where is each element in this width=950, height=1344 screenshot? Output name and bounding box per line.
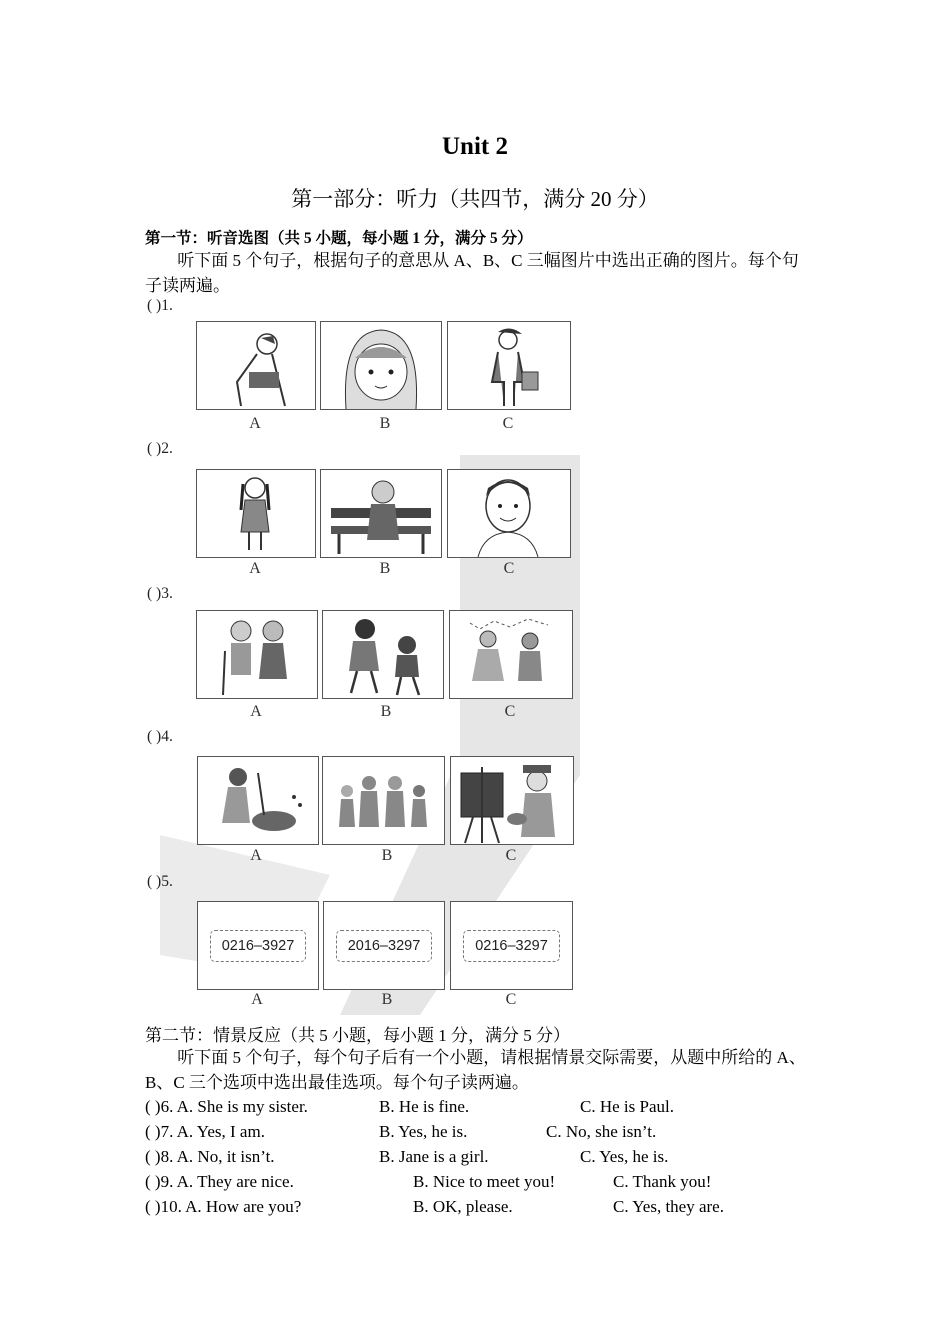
q9-option-a: ( )9. A. They are nice.	[145, 1172, 294, 1191]
q3-option-c-image[interactable]	[449, 610, 573, 699]
question-4-label: ( )4.	[147, 728, 173, 745]
question-2-label: ( )2.	[147, 440, 173, 457]
q4-letter-c: C	[505, 847, 517, 864]
section1-instructions: 听下面 5 个句子，根据句子的意思从 A、B、C 三幅图片中选出正确的图片。每个句子读两遍。	[145, 251, 799, 295]
q3-option-b-image[interactable]	[322, 610, 444, 699]
q2-letter-b: B	[379, 560, 391, 577]
woman-washing-icon	[198, 757, 318, 844]
q3-letter-a: A	[250, 703, 262, 720]
q8-option-a: ( )8. A. No, it isn’t.	[145, 1147, 275, 1166]
q5-letter-c: C	[505, 991, 517, 1008]
q3-letter-b: B	[380, 703, 392, 720]
q1-letter-c: C	[502, 415, 514, 432]
part-heading: 第一部分：听力（共四节，满分 20 分）	[291, 187, 659, 211]
elderly-couple-icon	[197, 611, 317, 698]
phone-number-c: 0216–3297	[463, 930, 560, 962]
section1-heading: 第一节：听音选图（共 5 小题，每小题 1 分，满分 5 分）	[145, 230, 533, 247]
q5-letter-a: A	[251, 991, 263, 1008]
q2-option-c-image[interactable]	[447, 469, 571, 558]
q2-letter-c: C	[503, 560, 515, 577]
phone-number-a: 0216–3927	[210, 930, 306, 962]
q6-option-a: ( )6. A. She is my sister.	[145, 1097, 308, 1116]
q4-option-a-image[interactable]	[197, 756, 319, 845]
q8-option-b: B. Jane is a girl.	[379, 1147, 489, 1166]
question-1-label: ( )1.	[147, 297, 173, 314]
girl-standing-icon	[197, 470, 315, 557]
q6-option-c: C. He is Paul.	[580, 1097, 674, 1116]
q6-option-b: B. He is fine.	[379, 1097, 470, 1116]
unit-title: Unit 2	[442, 133, 508, 160]
q1-option-b-image[interactable]	[320, 321, 442, 410]
q4-option-b-image[interactable]	[322, 756, 445, 845]
q4-option-c-image[interactable]	[450, 756, 574, 845]
q1-option-c-image[interactable]	[447, 321, 571, 410]
q10-option-a: ( )10. A. How are you?	[145, 1197, 302, 1216]
section2-instructions: 听下面 5 个句子，每个句子后有一个小题，请根据情景交际需要，从题中所给的 A、B、C 三个选项中选出最佳选项。每个句子读两遍。	[145, 1048, 806, 1092]
q2-letter-a: A	[249, 560, 261, 577]
question-5-label: ( )5.	[147, 873, 173, 890]
q2-option-a-image[interactable]	[196, 469, 316, 558]
q3-letter-c: C	[504, 703, 516, 720]
old-man-on-bench-icon	[321, 470, 441, 557]
girl-face-icon	[321, 322, 441, 409]
boy-portrait-icon	[448, 470, 570, 557]
man-with-gift-icon	[197, 322, 315, 409]
boy-with-book-icon	[448, 322, 570, 409]
q5-option-b-card[interactable]	[323, 901, 445, 990]
q8-option-c: C. Yes, he is.	[580, 1147, 669, 1166]
family-group-icon	[323, 757, 444, 844]
painter-at-easel-icon	[451, 757, 573, 844]
q9-option-b: B. Nice to meet you!	[413, 1172, 556, 1191]
q5-option-c-card[interactable]	[450, 901, 573, 990]
q9-option-c: C. Thank you!	[613, 1172, 712, 1191]
q1-letter-a: A	[249, 415, 261, 432]
q10-option-c: C. Yes, they are.	[613, 1197, 724, 1216]
two-children-walking-icon	[323, 611, 443, 698]
children-playing-icon	[450, 611, 572, 698]
q10-option-b: B. OK, please.	[413, 1197, 513, 1216]
q5-letter-b: B	[381, 991, 393, 1008]
q5-option-a-card[interactable]	[197, 901, 319, 990]
q7-option-a: ( )7. A. Yes, I am.	[145, 1122, 265, 1141]
q7-option-c: C. No, she isn’t.	[546, 1122, 657, 1141]
q1-option-a-image[interactable]	[196, 321, 316, 410]
q4-letter-a: A	[250, 847, 262, 864]
phone-number-b: 2016–3297	[336, 930, 432, 962]
section2-heading: 第二节：情景反应（共 5 小题，每小题 1 分，满分 5 分）	[145, 1026, 570, 1045]
q2-option-b-image[interactable]	[320, 469, 442, 558]
question-3-label: ( )3.	[147, 585, 173, 602]
q1-letter-b: B	[379, 415, 391, 432]
q7-option-b: B. Yes, he is.	[379, 1122, 468, 1141]
q4-letter-b: B	[381, 847, 393, 864]
q3-option-a-image[interactable]	[196, 610, 318, 699]
